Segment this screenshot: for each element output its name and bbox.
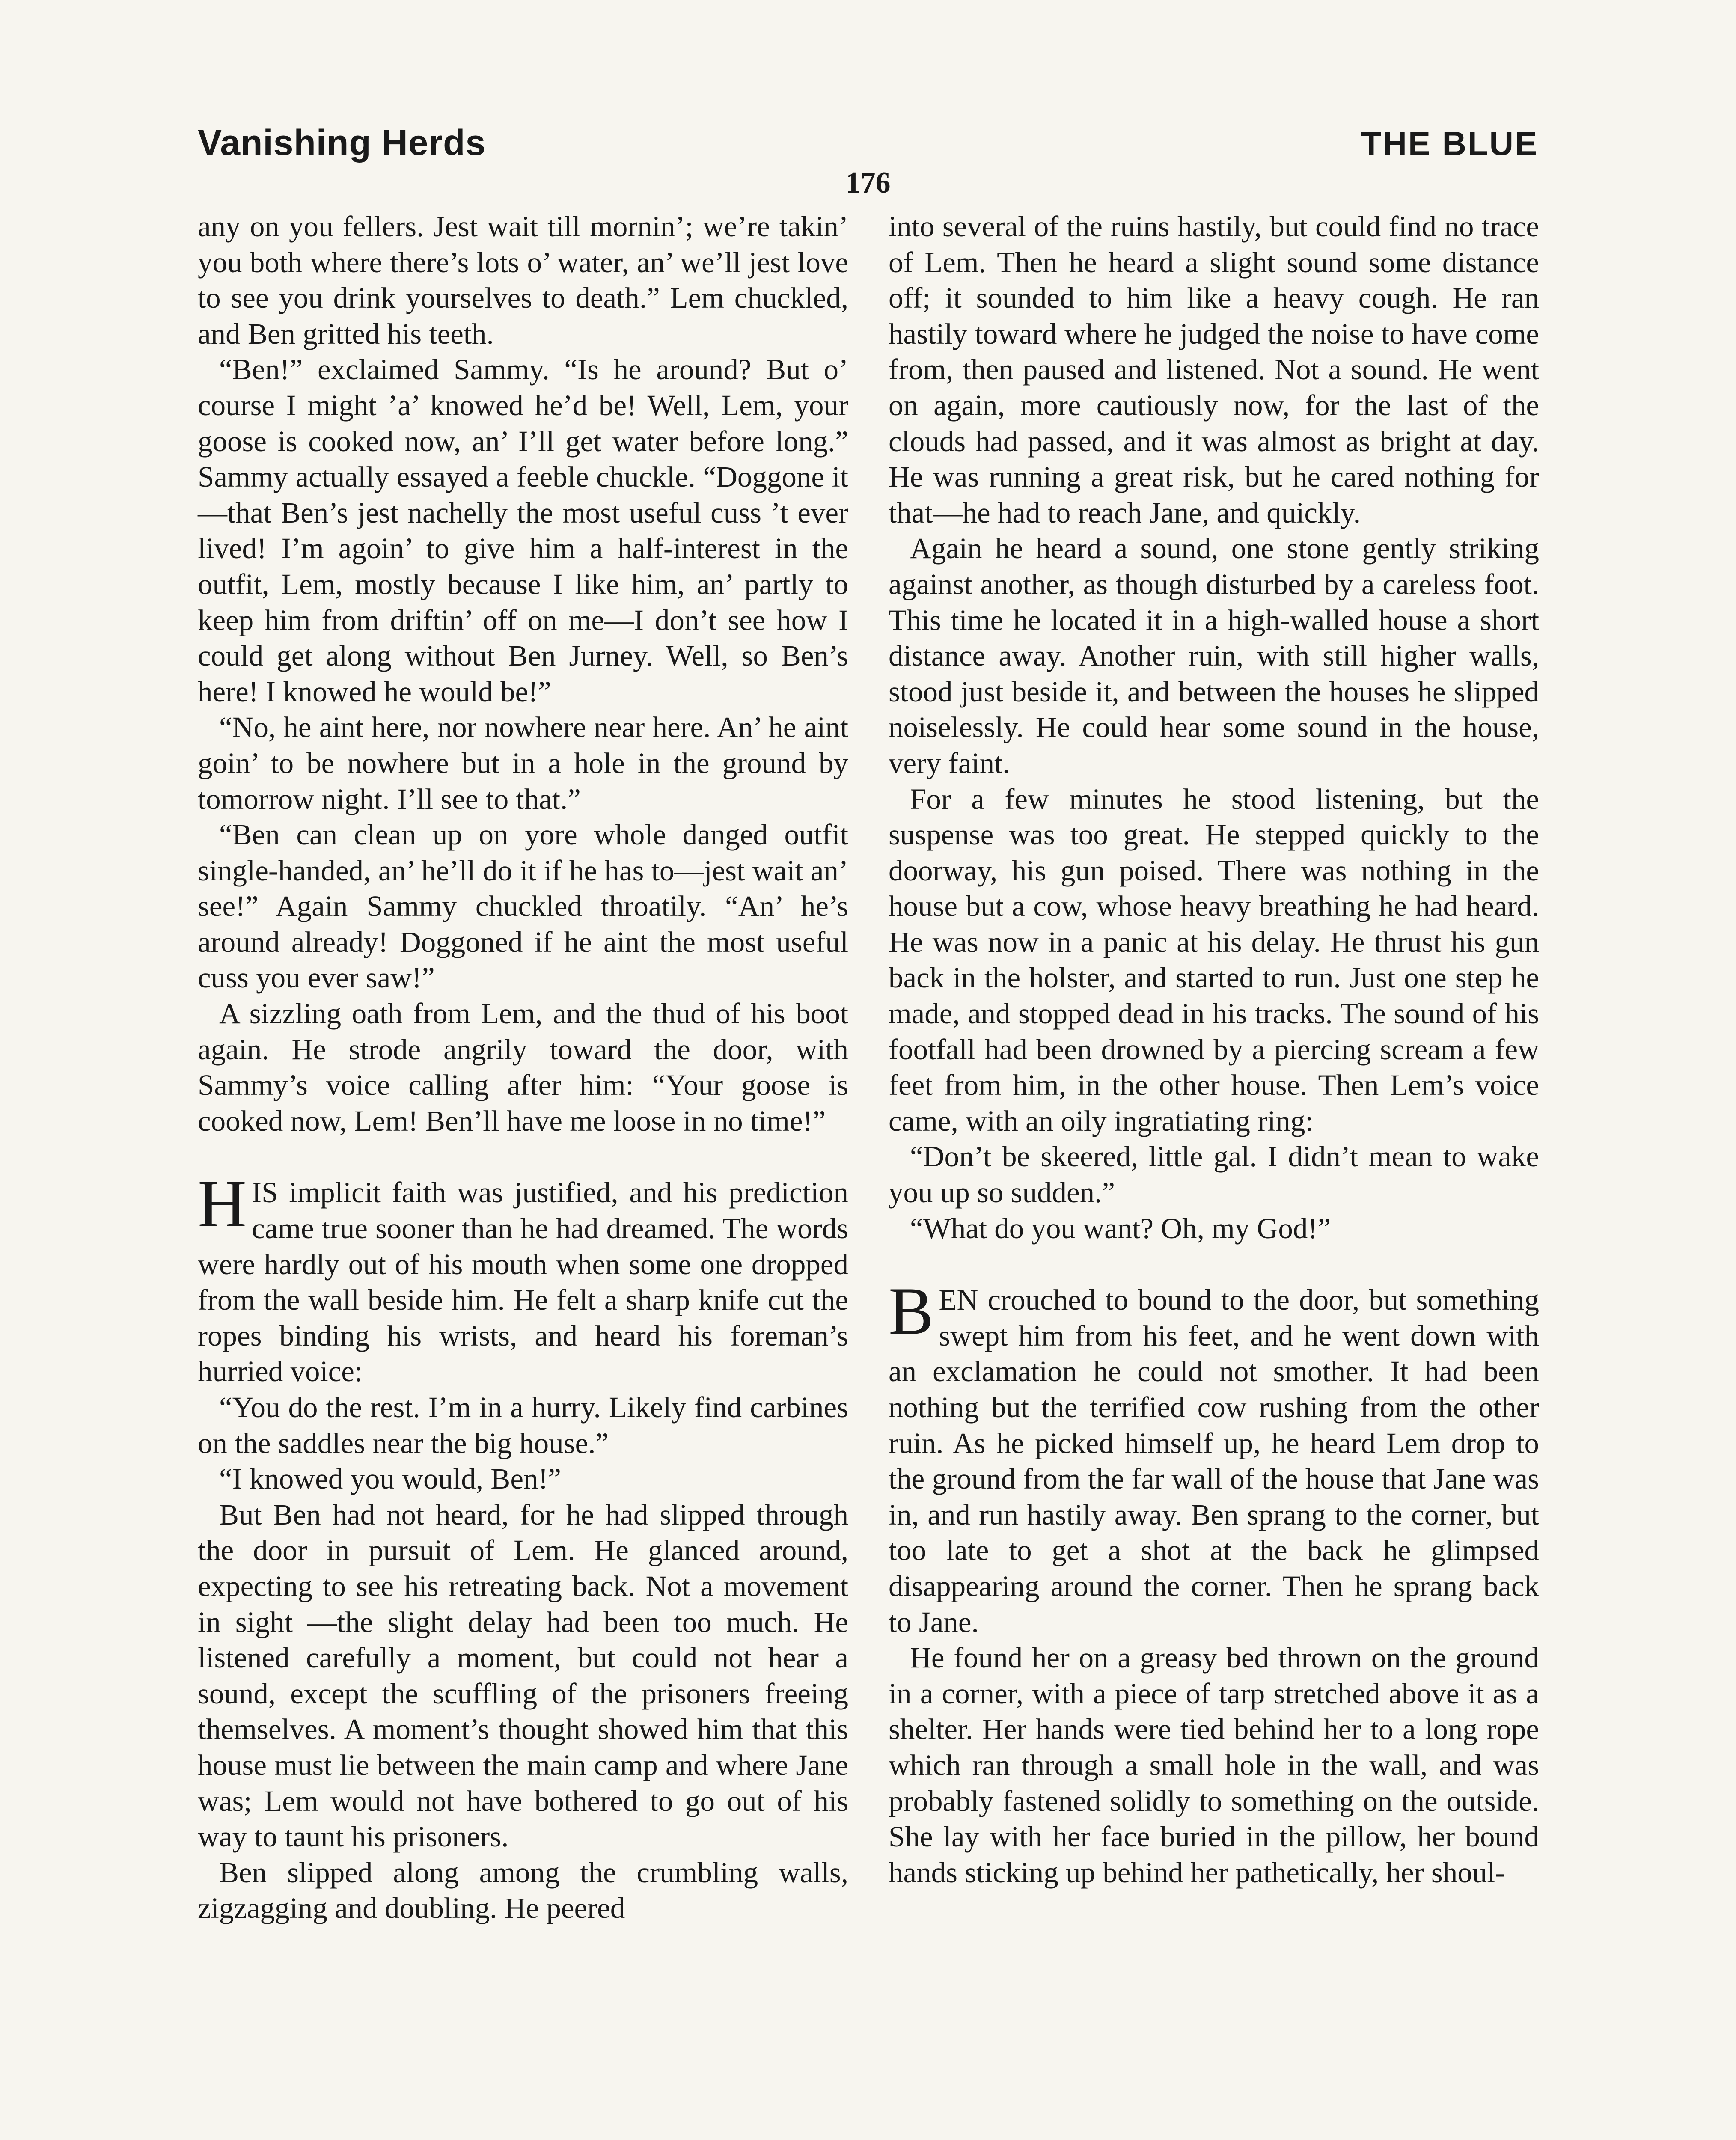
drop-cap: H: [198, 1166, 247, 1242]
running-title: Vanishing Herds: [198, 122, 486, 163]
paragraph: into several of the ruins hastily, but could find no trace of Lem. Then he heard a slight sound some distance off; it sounded to him like a heavy cough. He ran hastily toward where he judged the noise to have come from, then paused and listened. Not a sound. He went on again, more cautiously now, for the last of the clouds had passed, and it was almost as bright at day. He was running a great risk, but he cared nothing for that—he had to reach Jane, and quickly.: [889, 210, 1539, 529]
drop-cap: B: [889, 1274, 934, 1349]
paragraph: “What do you want? Oh, my God!”: [910, 1212, 1331, 1245]
paragraph: But Ben had not heard, for he had slipped through the door in pursuit of Lem. He glanced around, expecting to see his retreating back. Not a movement in sight —the slight delay had been too much. He listened carefully a moment, but could not hear a sound, except the scuffling of the prisoners freeing themselves. A moment’s thought showed him that this house must lie between the main camp and where Jane was; Lem would not have bothered to go out of his way to taunt his prisoners.: [198, 1498, 848, 1853]
page-number: 176: [845, 166, 891, 199]
paragraph: Again he heard a sound, one stone gently striking against another, as though disturbed by a careless foot. This time he located it in a high-walled house a short distance away. Another ruin, with still higher walls, stood just beside it, and between the houses he slipped noiselessly. He could hear some sound in the house, very faint.: [889, 532, 1539, 779]
paragraph: “No, he aint here, nor nowhere near here. An’ he aint goin’ to be nowhere but in a hole in the ground by tomorrow night. I’ll see to that.”: [198, 711, 848, 815]
paragraph: “You do the rest. I’m in a hurry. Likely find carbines on the saddles near the big house.”: [198, 1391, 848, 1459]
paragraph-text: IS implicit faith was justified, and his prediction came true sooner than he had dreamed. The words were hardly out of his mouth when some one dropped from the wall beside him. He felt a sharp knife cut the ropes binding his wrists, and heard his foreman’s hurried voice:: [198, 1176, 848, 1388]
paragraph: For a few minutes he stood listening, but the suspense was too great. He stepped quickly to the doorway, his gun poised. There was nothing in the house but a cow, whose heavy breathing he had heard. He was now in a panic at his delay. He thrust his gun back in the holster, and started to run. Just one step he made, and stopped dead in his tracks. The sound of his footfall had been drowned by a piercing scream a few feet from him, in the other house. Then Lem’s voice came, with an oily ingratiating ring:: [889, 782, 1539, 1137]
left-column: [198, 209, 848, 1926]
section-opening-paragraph: [889, 1274, 1539, 1640]
paragraph-text: EN crouched to bound to the door, but something swept him from his feet, and he went down with an exclamation he could not smother. It had been nothing but the terrified cow rushing from the other ruin. As he picked himself up, he heard Lem drop to the ground from the far wall of the house that Jane was in, and run hastily away. Ben sprang to the corner, but too late to get a shot at the back he glimpsed disappearing around the corner. Then he sprang back to Jane.: [889, 1284, 1539, 1638]
paragraph: “I knowed you would, Ben!”: [219, 1462, 562, 1495]
paragraph: He found her on a greasy bed thrown on the ground in a corner, with a piece of tarp stretched above it as a shelter. Her hands were tied behind her to a long rope which ran through a small hole in the wall, and was probably fastened solidly to something on the outside. She lay with her face buried in the pillow, her bound hands sticking up behind her pathetically, her shoul-: [889, 1641, 1539, 1889]
paragraph: “Don’t be skeered, little gal. I didn’t mean to wake you up so sudden.”: [889, 1140, 1539, 1209]
paragraph: Ben slipped along among the crumbling walls, zigzagging and doubling. He peered: [198, 1856, 848, 1925]
section-opening-paragraph: [198, 1166, 848, 1390]
paragraph: “Ben can clean up on yore whole danged outfit single-handed, an’ he’ll do it if he has to—jest wait an’ see!” Again Sammy chuckled throatily. “An’ he’s around already! Doggoned if he aint the most useful cuss you ever saw!”: [198, 818, 848, 994]
magazine-title: THE BLUE: [1361, 125, 1538, 162]
paragraph: A sizzling oath from Lem, and the thud of his boot again. He strode angrily toward the door, with Sammy’s voice calling after him: “Your goose is cooked now, Lem! Ben’ll have me loose in no time!”: [198, 997, 848, 1137]
right-column: [889, 209, 1539, 1890]
paragraph: any on you fellers. Jest wait till mornin’; we’re takin’ you both where there’s lots o’ water, an’ we’ll jest love to see you drink yourselves to death.” Lem chuckled, and Ben gritted his teeth.: [198, 210, 848, 350]
paragraph: “Ben!” exclaimed Sammy. “Is he around? But o’ course I might ’a’ knowed he’d be! Well, Lem, your goose is cooked now, an’ I’ll get water before long.” Sammy actually essayed a feeble chuckle. “Doggone it—that Ben’s jest nachelly the most useful cuss ’t ever lived! I’m agoin’ to give him a half-interest in the outfit, Lem, mostly because I like him, an’ partly to keep him from driftin’ off on me—I don’t see how I could get along without Ben Jurney. Well, so Ben’s here! I knowed he would be!”: [198, 353, 848, 708]
